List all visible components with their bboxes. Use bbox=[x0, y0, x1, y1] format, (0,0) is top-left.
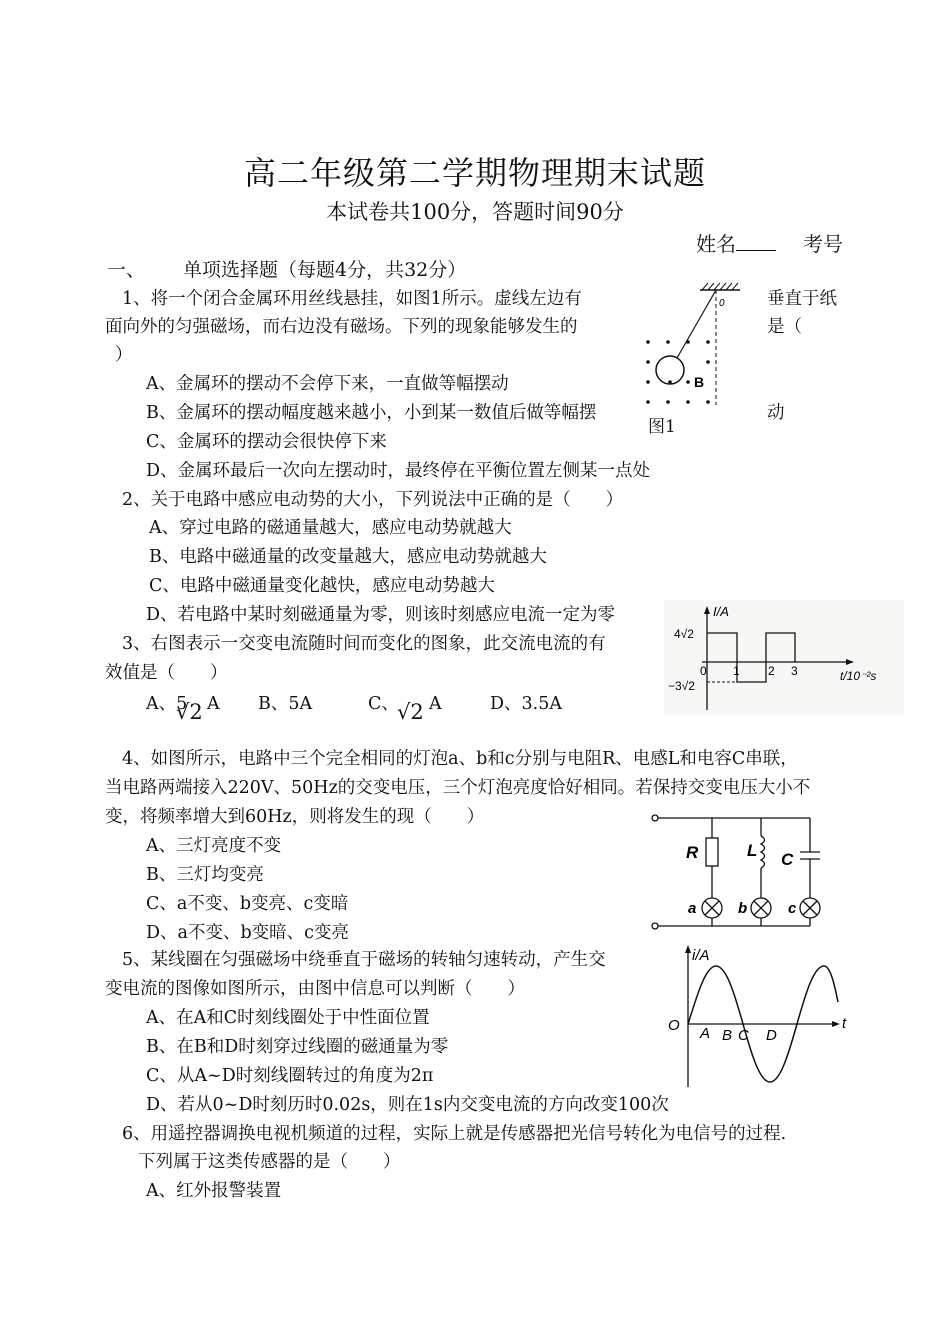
q3-option-b: B、5A bbox=[258, 694, 313, 714]
q3-graph-pos-label: 4√2 bbox=[674, 627, 694, 641]
q3-graph-tick-3: 3 bbox=[791, 664, 798, 678]
fig1-point-label: 0 bbox=[719, 298, 725, 309]
q5-graph-x-label: t bbox=[842, 1015, 847, 1032]
q3-option-a-label: A、5 bbox=[146, 694, 188, 714]
q3-option-a-unit: A bbox=[207, 694, 220, 714]
q6-line2: 下列属于这类传感器的是（ ） bbox=[138, 1152, 401, 1172]
section-heading: 单项选择题（每题4分，共32分） bbox=[183, 259, 467, 281]
q1-option-a: A、金属环的摆动不会停下来，一直做等幅摆动 bbox=[146, 374, 509, 394]
q1-option-b-right: 动 bbox=[767, 403, 785, 423]
figure-q3-current-graph bbox=[664, 600, 904, 715]
q3-graph-neg-label: −3√2 bbox=[668, 679, 695, 693]
q3-line2: 效值是（ ） bbox=[105, 663, 228, 683]
section-number: 一、 bbox=[107, 259, 146, 281]
q1-option-c: C、金属环的摆动会很快停下来 bbox=[146, 432, 387, 452]
q3-graph-x-label: t/10⁻²s bbox=[840, 669, 877, 683]
q4-option-c: C、a不变、b变亮、c变暗 bbox=[146, 894, 349, 914]
q2-option-d: D、若电路中某时刻磁通量为零，则该时刻感应电流一定为零 bbox=[146, 605, 616, 625]
q3-option-a-sqrt: √2 bbox=[176, 700, 203, 724]
circuit-lamp-b: b bbox=[738, 900, 748, 917]
q2-option-a: A、穿过电路的磁通量越大，感应电动势就越大 bbox=[149, 518, 512, 538]
q2-option-c: C、电路中磁通量变化越快，感应电动势越大 bbox=[149, 576, 495, 596]
number-label: 考号 bbox=[803, 232, 843, 256]
figure-q5-sine-graph bbox=[664, 942, 864, 1092]
circuit-label-l: L bbox=[747, 841, 758, 860]
q3-option-c-unit: A bbox=[429, 694, 442, 714]
page-title: 高二年级第二学期物理期末试题 bbox=[243, 154, 706, 192]
q2-option-b: B、电路中磁通量的改变量越大，感应电动势就越大 bbox=[149, 547, 547, 567]
q5-option-c: C、从A~D时刻线圈转过的角度为2π bbox=[146, 1066, 434, 1086]
q2-stem: 2、关于电路中感应电动势的大小，下列说法中正确的是（ ） bbox=[122, 490, 624, 510]
q5-graph-point-c: C bbox=[738, 1027, 749, 1044]
q5-option-b: B、在B和D时刻穿过线圈的磁通量为零 bbox=[146, 1037, 449, 1057]
q5-graph-point-d: D bbox=[766, 1027, 777, 1044]
circuit-label-r: R bbox=[686, 843, 699, 862]
q1-line3: ） bbox=[115, 345, 133, 365]
q3-graph-y-label: I/A bbox=[713, 604, 729, 619]
circuit-label-c: C bbox=[781, 850, 794, 869]
figure-1-caption: 图1 bbox=[648, 417, 676, 437]
q5-graph-origin: O bbox=[668, 1017, 680, 1034]
q4-option-d: D、a不变、b变暗、c变亮 bbox=[146, 923, 349, 943]
name-blank bbox=[736, 232, 776, 251]
q4-line3: 变，将频率增大到60Hz，则将发生的现（ ） bbox=[105, 807, 485, 827]
q5-graph-point-a: A bbox=[700, 1025, 711, 1042]
q3-line1: 3、右图表示一交变电流随时间而变化的图象，此交流电流的有 bbox=[122, 634, 606, 654]
q1-line2: 面向外的匀强磁场，而右边没有磁场。下列的现象能够发生的 bbox=[105, 317, 578, 337]
q1-line1-right: 垂直于纸 bbox=[767, 289, 837, 309]
q5-line1: 5、某线圈在匀强磁场中绕垂直于磁场的转轴匀速转动，产生交 bbox=[122, 950, 606, 970]
q5-option-d: D、若从0~D时刻历时0.02s，则在1s内交变电流的方向改变100次 bbox=[146, 1095, 669, 1115]
q3-option-d: D、3.5A bbox=[490, 694, 562, 714]
q1-option-d: D、金属环最后一次向左摆动时，最终停在平衡位置左侧某一点处 bbox=[146, 461, 651, 481]
name-label: 姓名 bbox=[696, 232, 736, 256]
q5-graph-point-b: B bbox=[722, 1027, 733, 1044]
q4-line1: 4、如图所示，电路中三个完全相同的灯泡a、b和c分别与电阻R、电感L和电容C串联， bbox=[122, 749, 798, 769]
q3-option-c: C、 bbox=[368, 694, 399, 714]
q5-line2: 变电流的图像如图所示，由图中信息可以判断（ ） bbox=[105, 979, 525, 999]
q1-line2-right: 是（ bbox=[767, 317, 802, 337]
circuit-lamp-c: c bbox=[788, 900, 797, 917]
figure-q4-circuit bbox=[650, 808, 830, 938]
q6-line1: 6、用遥控器调换电视机频道的过程，实际上就是传感器把光信号转化为电信号的过程. bbox=[122, 1124, 787, 1144]
fig1-b-label: B bbox=[694, 374, 705, 390]
q5-graph-y-label: i/A bbox=[692, 947, 710, 964]
q6-option-a: A、红外报警装置 bbox=[146, 1181, 282, 1201]
q3-graph-tick-0: 0 bbox=[700, 664, 707, 678]
q1-line1: 1、将一个闭合金属环用丝线悬挂，如图1所示。虚线左边有 bbox=[122, 289, 582, 309]
q1-option-b: B、金属环的摆动幅度越来越小，小到某一数值后做等幅摆 bbox=[146, 403, 597, 423]
q4-line2: 当电路两端接入220V、50Hz的交变电压，三个灯泡亮度恰好相同。若保持交变电压大小不 bbox=[105, 778, 811, 798]
q5-option-a: A、在A和C时刻线圈处于中性面位置 bbox=[146, 1008, 430, 1028]
q4-option-a: A、三灯亮度不变 bbox=[146, 836, 282, 856]
q4-option-b: B、三灯均变亮 bbox=[146, 865, 264, 885]
q3-graph-tick-1: 1 bbox=[733, 664, 740, 678]
q3-option-c-sqrt: √2 bbox=[397, 700, 424, 724]
page-subtitle: 本试卷共100分，答题时间90分 bbox=[326, 200, 624, 224]
name-field bbox=[696, 228, 776, 257]
circuit-lamp-a: a bbox=[688, 900, 697, 917]
q3-graph-tick-2: 2 bbox=[768, 664, 775, 678]
